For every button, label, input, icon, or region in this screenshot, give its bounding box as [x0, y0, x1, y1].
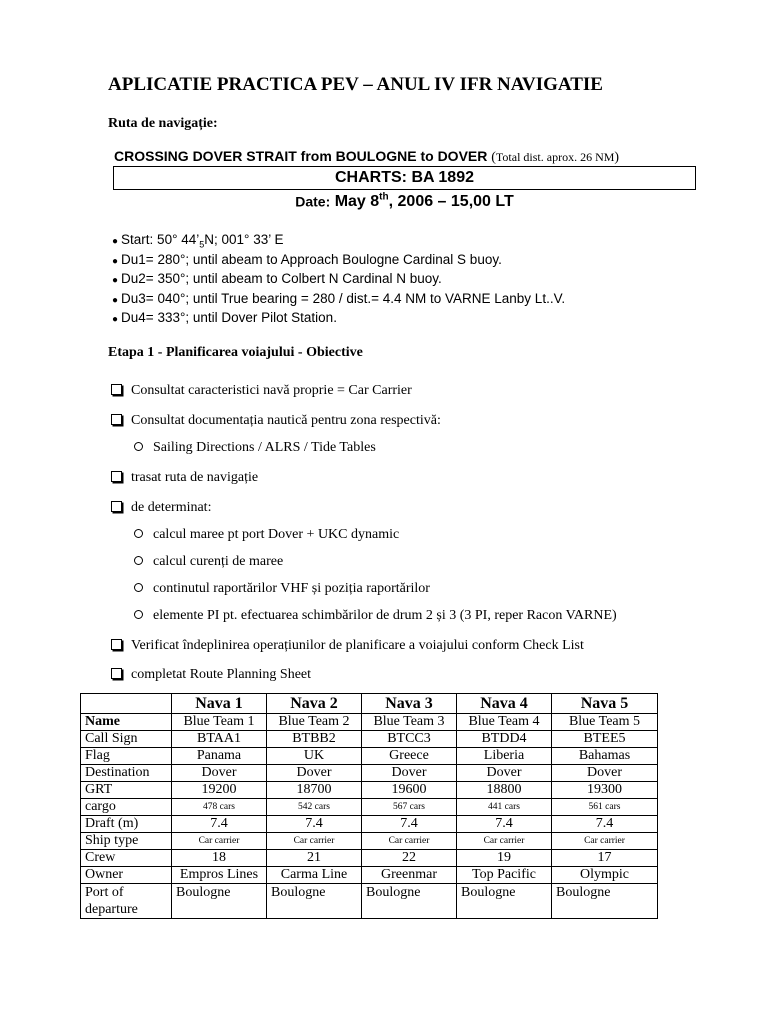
table-row	[81, 731, 658, 748]
circle-bullet-icon	[134, 556, 143, 565]
checklist-item	[111, 381, 412, 401]
crossing-line	[114, 148, 619, 166]
table-cell: Car carrier	[457, 833, 552, 850]
bullet-icon: ●	[112, 275, 119, 286]
checkbox-icon	[111, 471, 122, 482]
column-header: Nava 4	[457, 694, 552, 714]
row-label: Port of departure	[81, 884, 172, 919]
checklist-text: continutul raportărilor VHF și poziția raportărilor	[153, 581, 430, 596]
table-row	[81, 714, 658, 731]
table-header-row	[81, 694, 658, 714]
checklist-text: elemente PI pt. efectuarea schimbărilor de drum 2 și 3 (3 PI, reper Racon VARNE)	[153, 608, 617, 623]
waypoint-list	[112, 230, 565, 328]
table-cell: Blue Team 4	[457, 714, 552, 731]
total-distance: Total dist. aprox. 26 NM	[495, 150, 615, 164]
checklist-text: trasat ruta de navigație	[131, 470, 259, 485]
table-cell: Olympic	[552, 867, 658, 884]
table-cell: Car carrier	[172, 833, 267, 850]
table-cell: 542 cars	[267, 799, 362, 816]
waypoint-item	[112, 308, 565, 328]
table-cell: Greece	[362, 748, 457, 765]
table-cell: Boulogne	[267, 884, 362, 919]
table-row	[81, 884, 658, 919]
crossing-text: CROSSING DOVER STRAIT from BOULOGNE to DOVER	[114, 148, 488, 164]
table-cell: Dover	[362, 765, 457, 782]
paren-close: )	[614, 150, 620, 165]
table-row	[81, 765, 658, 782]
table-cell: 561 cars	[552, 799, 658, 816]
waypoint-text: Start: 50° 44’	[121, 232, 200, 247]
table-cell: 478 cars	[172, 799, 267, 816]
table-cell: Top Pacific	[457, 867, 552, 884]
bullet-icon: ●	[112, 314, 119, 325]
stage-heading: Etapa 1 - Planificarea voiajului - Obiective	[108, 345, 363, 360]
row-label: GRT	[81, 782, 172, 799]
document-title: APLICATIE PRACTICA PEV – ANUL IV IFR NAVIGATIE	[108, 74, 603, 95]
table-cell: Blue Team 2	[267, 714, 362, 731]
waypoint-item	[112, 289, 565, 309]
date-value-post: , 2006 – 15,00 LT	[388, 193, 514, 211]
checkbox-icon	[111, 414, 122, 425]
circle-bullet-icon	[134, 442, 143, 451]
bullet-icon: ●	[112, 294, 119, 306]
column-header: Nava 1	[172, 694, 267, 714]
table-cell: 18700	[267, 782, 362, 799]
table-cell: 7.4	[552, 816, 658, 833]
table-row	[81, 748, 658, 765]
checkbox-icon	[111, 501, 122, 512]
circle-bullet-icon	[134, 610, 143, 619]
column-header: Nava 2	[267, 694, 362, 714]
checklist-text: Sailing Directions / ALRS / Tide Tables	[153, 440, 376, 455]
table-cell: Greenmar	[362, 867, 457, 884]
checklist-subitem	[134, 579, 430, 599]
row-label: Flag	[81, 748, 172, 765]
table-cell: Dover	[172, 765, 267, 782]
table-cell: Car carrier	[552, 833, 658, 850]
table-cell: 18	[172, 850, 267, 867]
charts-box: CHARTS: BA 1892	[113, 166, 696, 190]
table-cell: BTBB2	[267, 731, 362, 748]
bullet-icon: ●	[112, 236, 119, 247]
table-corner-cell	[81, 694, 172, 714]
table-cell: Blue Team 5	[552, 714, 658, 731]
table-cell: Blue Team 1	[172, 714, 267, 731]
table-cell: Bahamas	[552, 748, 658, 765]
table-cell: 7.4	[362, 816, 457, 833]
table-cell: 21	[267, 850, 362, 867]
row-label: Name	[81, 714, 172, 731]
table-cell: Boulogne	[172, 884, 267, 919]
table-row	[81, 833, 658, 850]
checklist-text: Verificat îndeplinirea operațiunilor de planificare a voiajului conform Check List	[131, 638, 584, 653]
checklist-item	[111, 665, 311, 685]
table-cell: UK	[267, 748, 362, 765]
paren-open: (	[491, 150, 496, 165]
waypoint-subscript: 5	[199, 239, 205, 250]
column-header: Nava 3	[362, 694, 457, 714]
table-cell: 19600	[362, 782, 457, 799]
table-cell: BTCC3	[362, 731, 457, 748]
row-label: Ship type	[81, 833, 172, 850]
row-label: Call Sign	[81, 731, 172, 748]
checklist-subitem	[134, 552, 283, 572]
table-cell: Dover	[267, 765, 362, 782]
circle-bullet-icon	[134, 583, 143, 592]
checkbox-icon	[111, 639, 122, 650]
row-label: Draft (m)	[81, 816, 172, 833]
date-label: Date:	[295, 193, 331, 210]
row-label: Destination	[81, 765, 172, 782]
table-cell: BTEE5	[552, 731, 658, 748]
waypoint-text: Du3= 040°; until True bearing = 280 / dist.= 4.4 NM to VARNE Lanby Lt..V.	[121, 290, 566, 306]
table-cell: 567 cars	[362, 799, 457, 816]
route-label: Ruta de navigație:	[108, 116, 218, 131]
table-cell: BTAA1	[172, 731, 267, 748]
table-cell: Boulogne	[362, 884, 457, 919]
table-cell: Car carrier	[362, 833, 457, 850]
checklist-item	[111, 468, 258, 488]
waypoint-text-end: N; 001° 33’ E	[204, 232, 284, 247]
waypoint-item	[112, 269, 565, 289]
row-label: Crew	[81, 850, 172, 867]
table-row	[81, 799, 658, 816]
ships-table	[80, 693, 658, 919]
row-label: Owner	[81, 867, 172, 884]
table-cell: Dover	[552, 765, 658, 782]
table-cell: Panama	[172, 748, 267, 765]
checklist-item	[111, 498, 211, 518]
table-cell: 441 cars	[457, 799, 552, 816]
checklist-subitem	[134, 525, 399, 545]
table-cell: Dover	[457, 765, 552, 782]
circle-bullet-icon	[134, 529, 143, 538]
row-label: cargo	[81, 799, 172, 816]
table-row	[81, 782, 658, 799]
table-cell: 19	[457, 850, 552, 867]
date-line	[113, 192, 696, 211]
checklist-item	[111, 636, 584, 656]
table-row	[81, 867, 658, 884]
table-cell: 18800	[457, 782, 552, 799]
date-value-pre: May 8	[334, 193, 380, 211]
checklist-text: Consultat caracteristici navă proprie = Car Carrier	[131, 383, 412, 398]
date-value	[335, 193, 514, 210]
waypoint-text: Du4= 333°; until Dover Pilot Station.	[121, 310, 337, 325]
table-body	[81, 714, 658, 919]
table-row	[81, 816, 658, 833]
bullet-icon: ●	[112, 255, 119, 267]
checklist-text: de determinat:	[131, 500, 212, 515]
table-cell: Carma Line	[267, 867, 362, 884]
table-cell: Blue Team 3	[362, 714, 457, 731]
checklist-subitem	[134, 438, 376, 458]
date-superscript: th	[379, 192, 389, 203]
table-cell: Boulogne	[457, 884, 552, 919]
checkbox-icon	[111, 668, 122, 679]
checklist-text: calcul curenți de maree	[153, 554, 284, 569]
checklist-text: Consultat documentația nautică pentru zona respectivă:	[131, 413, 441, 428]
table-cell: Car carrier	[267, 833, 362, 850]
table-cell: 17	[552, 850, 658, 867]
waypoint-text: Du2= 350°; until abeam to Colbert N Cardinal N buoy.	[121, 271, 442, 286]
checklist-text: calcul maree pt port Dover + UKC dynamic	[153, 527, 400, 542]
table-cell: BTDD4	[457, 731, 552, 748]
checklist-item	[111, 411, 441, 431]
table-cell: 7.4	[457, 816, 552, 833]
checklist-subitem	[134, 606, 617, 626]
table-cell: 7.4	[267, 816, 362, 833]
waypoint-item	[112, 230, 565, 250]
waypoint-item	[112, 250, 565, 270]
table-cell: Boulogne	[552, 884, 658, 919]
table-cell: 22	[362, 850, 457, 867]
table-cell: 19200	[172, 782, 267, 799]
table-cell: Empros Lines	[172, 867, 267, 884]
table-row	[81, 850, 658, 867]
table-cell: 7.4	[172, 816, 267, 833]
column-header: Nava 5	[552, 694, 658, 714]
checklist-text: completat Route Planning Sheet	[131, 667, 312, 682]
checkbox-icon	[111, 384, 122, 395]
waypoint-text: Du1= 280°; until abeam to Approach Boulogne Cardinal S buoy.	[121, 251, 502, 267]
table-cell: Liberia	[457, 748, 552, 765]
table-cell: 19300	[552, 782, 658, 799]
